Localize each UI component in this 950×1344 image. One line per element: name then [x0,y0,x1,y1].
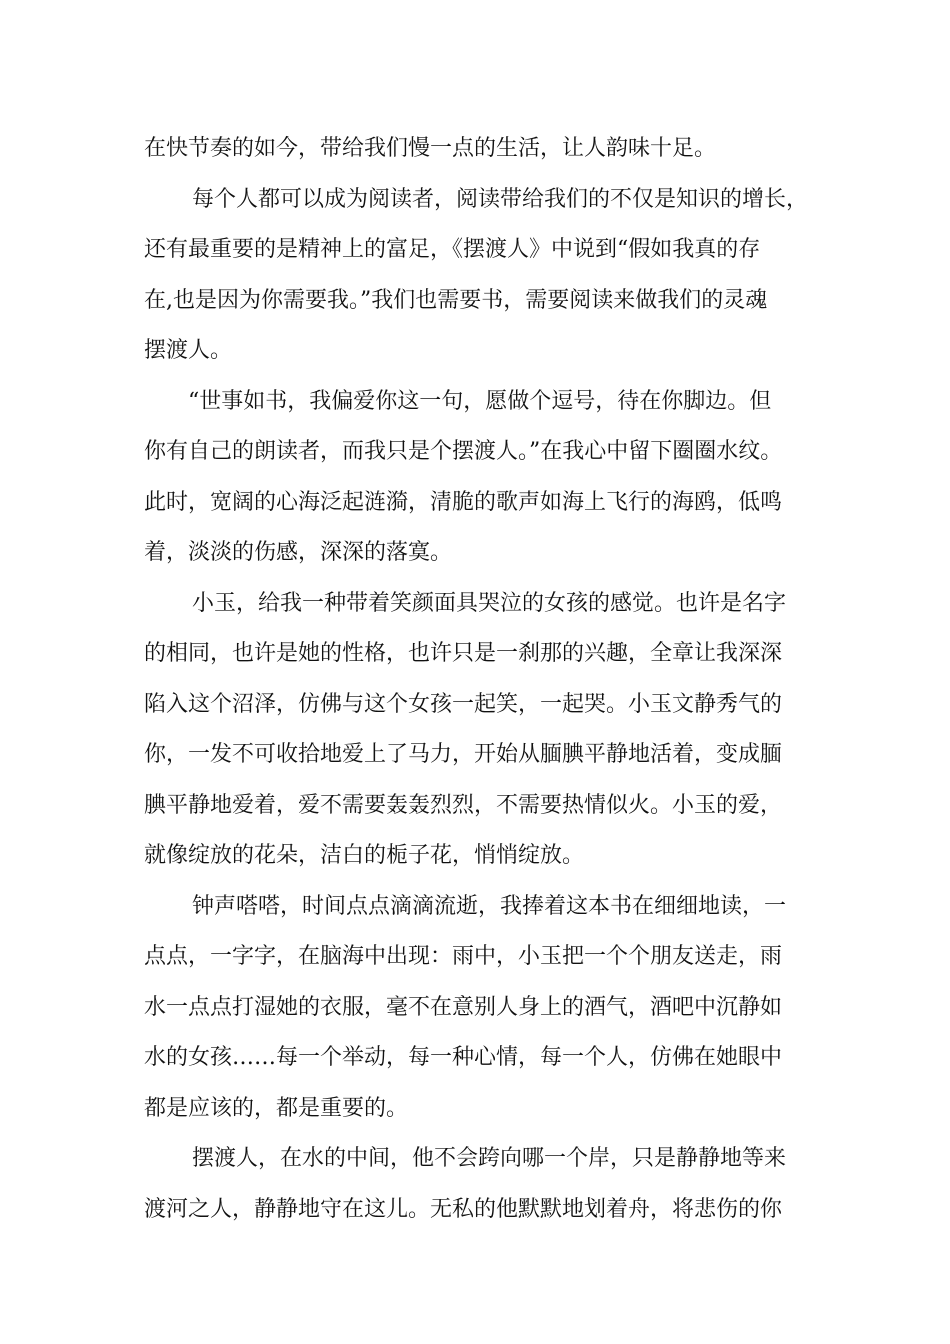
text-line: 腆平静地爱着，爱不需要轰轰烈烈，不需要热情似火。小玉的爱， [144,792,783,818]
text-line: 你，一发不可收拾地爱上了马力，开始从腼腆平静地活着，变成腼 [144,742,783,767]
text-line: 都是应该的，都是重要的。 [144,1095,409,1121]
essay-text [144,124,808,1235]
text-line: 在快节奏的如今，带给我们慢一点的生活，让人韵味十足。 [144,136,717,161]
text-line: 摆渡人。 [144,338,233,363]
text-line: 钟声嗒嗒，时间点点滴滴流逝，我捧着这本书在细细地读，一 [192,893,787,919]
text-line: 你有自己的朗读者，而我只是个摆渡人。”在我心中留下圈圈水纹。 [144,439,783,464]
text-line: 陷入这个沼泽，仿佛与这个女孩一起笑，一起哭。小玉文静秀气的 [144,691,783,717]
text-line: 着，淡淡的伤感，深深的落寞。 [144,540,453,565]
text-line: 每个人都可以成为阅读者，阅读带给我们的不仅是知识的增长， [192,186,809,212]
text-line: 水一点点打湿她的衣服，毫不在意别人身上的酒气，酒吧中沉静如 [144,994,783,1020]
text-line: 就像绽放的花朵，洁白的栀子花，悄悄绽放。 [144,843,585,868]
text-line: 在,也是因为你需要我。”我们也需要书，需要阅读来做我们的灵魂 [144,287,768,313]
text-line: “世事如书，我偏爱你这一句，愿做个逗号，待在你脚边。但 [188,388,772,414]
text-line: 的相同，也许是她的性格，也许只是一刹那的兴趣，全章让我深深 [144,641,783,666]
text-line: 摆渡人，在水的中间，他不会跨向哪一个岸，只是静静地等来 [192,1146,787,1171]
text-line: 水的女孩……每一个举动，每一种心情，每一个人，仿佛在她眼中 [144,1045,783,1070]
text-line: 此时，宽阔的心海泛起涟漪，清脆的歌声如海上飞行的海鸥，低鸣 [144,489,783,515]
text-line: 还有最重要的是精神上的富足，《摆渡人》中说到“假如我真的存 [144,237,761,262]
text-line: 渡河之人，静静地守在这儿。无私的他默默地划着舟，将悲伤的你 [144,1196,783,1222]
text-line: 小玉，给我一种带着笑颜面具哭泣的女孩的感觉。也许是名字 [192,590,787,616]
text-line: 点点，一字字，在脑海中出现：雨中，小玉把一个个朋友送走，雨 [144,944,783,969]
